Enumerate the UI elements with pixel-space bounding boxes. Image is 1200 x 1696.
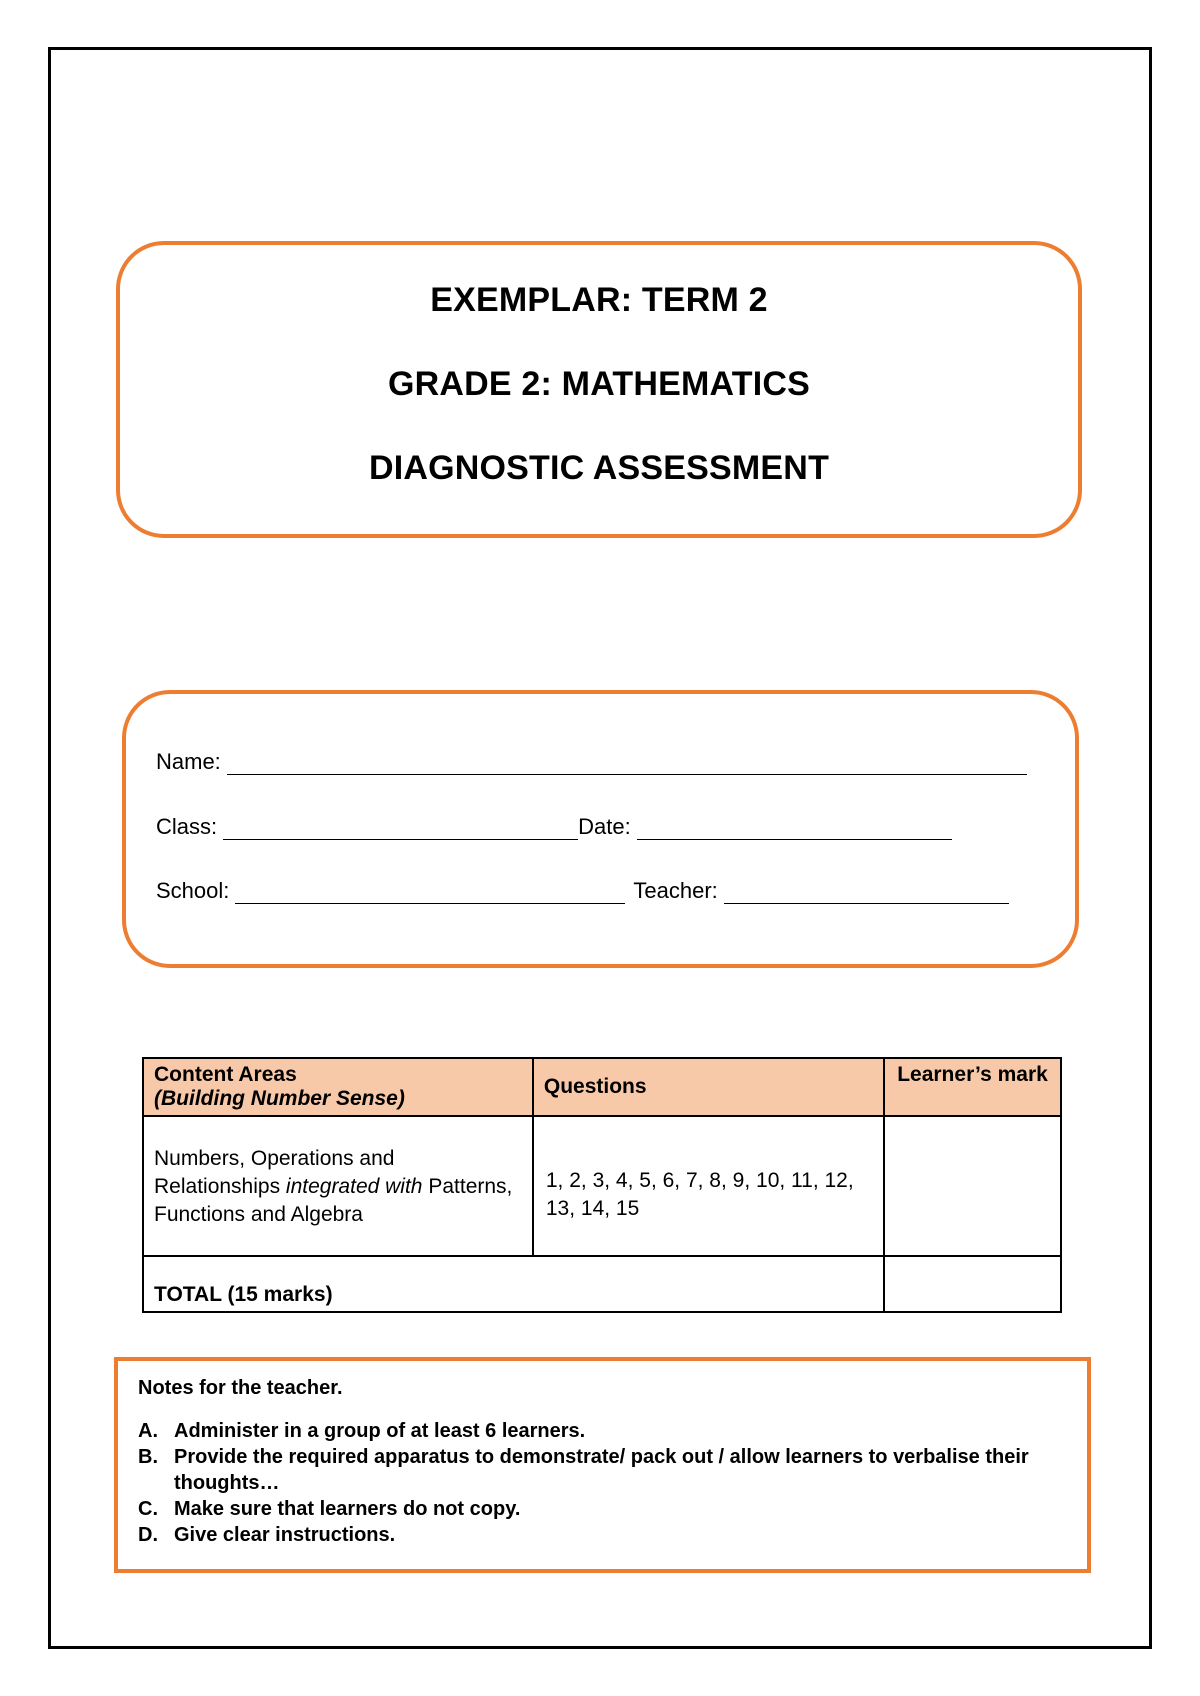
school-field[interactable] xyxy=(235,883,625,904)
questions-cell xyxy=(533,1116,884,1256)
name-label: Name: xyxy=(156,749,221,774)
content-area-text-part1: Numbers, Operations and Relationships xyxy=(154,1147,395,1198)
content-area-text-part2: Patterns, Functions and Algebra xyxy=(154,1175,513,1226)
note-letter: A. xyxy=(138,1420,158,1442)
content-areas-subtitle: (Building Number Sense) xyxy=(154,1087,405,1110)
table-header-row xyxy=(143,1058,1061,1116)
questions-list: 1, 2, 3, 4, 5, 6, 7, 8, 9, 10, 11, 12, 13, 14, 15 xyxy=(545,1169,854,1220)
class-label: Class: xyxy=(156,814,218,839)
document-title: EXEMPLAR: TERM 2 xyxy=(430,281,768,319)
teacher-field[interactable] xyxy=(724,883,1009,904)
content-area-text-italic: integrated with xyxy=(285,1175,423,1198)
questions-header: Questions xyxy=(533,1058,884,1116)
date-field[interactable] xyxy=(637,819,952,840)
school-label: School: xyxy=(156,878,230,903)
note-text: Administer in a group of at least 6 learners. xyxy=(174,1420,586,1442)
teacher-notes-box xyxy=(114,1357,1091,1573)
title-box xyxy=(116,241,1082,538)
date-label: Date: xyxy=(578,814,631,839)
learner-info-box xyxy=(122,690,1079,968)
list-item xyxy=(138,1522,1067,1548)
note-letter: C. xyxy=(138,1498,158,1520)
teacher-label: Teacher: xyxy=(633,878,718,903)
learner-mark-cell[interactable] xyxy=(884,1116,1061,1256)
content-area-cell xyxy=(143,1116,533,1256)
name-row xyxy=(156,749,1027,775)
list-item xyxy=(138,1444,1067,1496)
learner-mark-header: Learner’s mark xyxy=(884,1058,1061,1116)
class-field[interactable] xyxy=(223,819,578,840)
note-text: Give clear instructions. xyxy=(174,1524,396,1546)
note-text: Make sure that learners do not copy. xyxy=(174,1498,521,1520)
content-areas-title: Content Areas xyxy=(154,1063,297,1086)
school-teacher-row xyxy=(156,878,1009,904)
assessment-table xyxy=(142,1057,1062,1313)
content-areas-header xyxy=(143,1058,533,1116)
notes-list xyxy=(138,1418,1067,1548)
total-label: TOTAL (15 marks) xyxy=(143,1256,884,1312)
name-field[interactable] xyxy=(227,754,1027,775)
note-text: Provide the required apparatus to demonstrate/ pack out / allow learners to verbalise their thoughts… xyxy=(174,1446,1029,1494)
grade-subject-title: GRADE 2: MATHEMATICS xyxy=(387,365,811,403)
note-letter: D. xyxy=(138,1524,158,1546)
note-letter: B. xyxy=(138,1446,158,1468)
table-row xyxy=(143,1116,1061,1256)
notes-title: Notes for the teacher. xyxy=(138,1377,343,1399)
assessment-type-title: DIAGNOSTIC ASSESSMENT xyxy=(368,449,830,487)
class-date-row xyxy=(156,814,952,840)
total-mark-cell[interactable] xyxy=(884,1256,1061,1312)
list-item xyxy=(138,1496,1067,1522)
list-item xyxy=(138,1418,1067,1444)
total-row xyxy=(143,1256,1061,1312)
